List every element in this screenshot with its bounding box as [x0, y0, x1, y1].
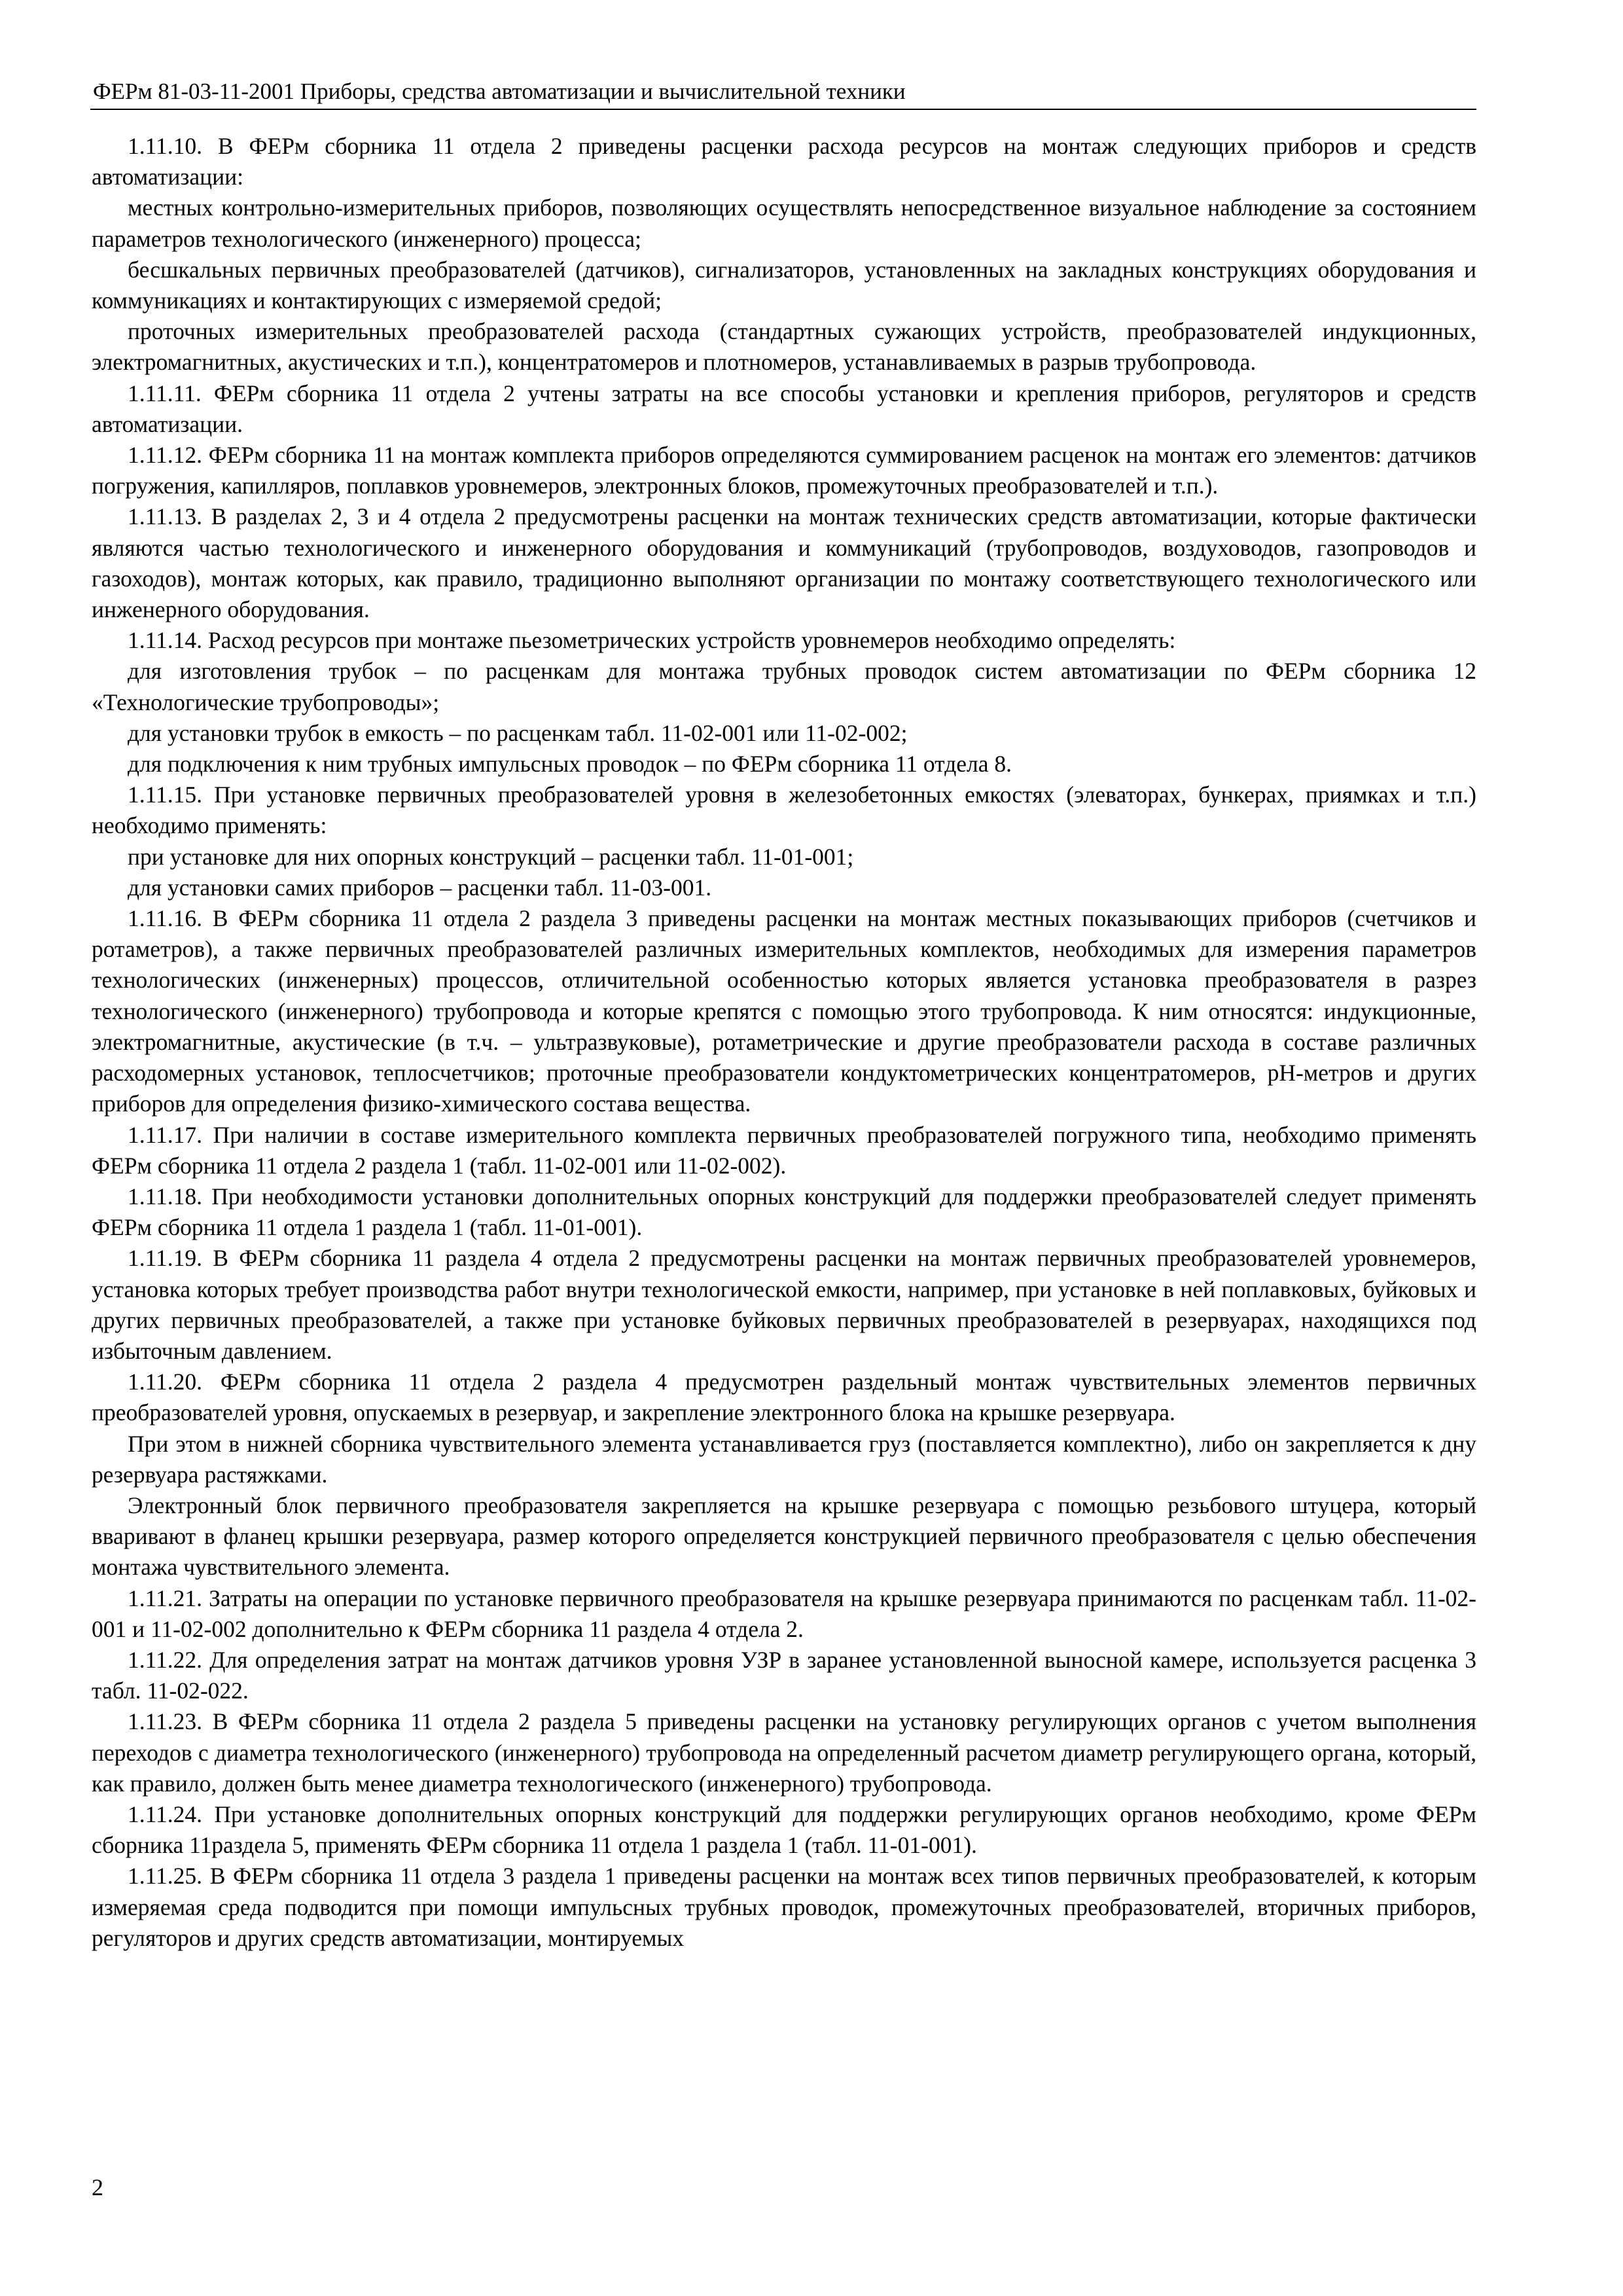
- paragraph: 1.11.10. В ФЕРм сборника 11 отдела 2 приведены расценки расхода ресурсов на монтаж следующих приборов и средств автоматизации:: [92, 133, 1476, 190]
- paragraph: 1.11.11. ФЕРм сборника 11 отдела 2 учтены затраты на все способы установки и крепления приборов, регуляторов и средств автоматизации.: [92, 380, 1476, 437]
- body-text: [92, 131, 1476, 1954]
- paragraph: проточных измерительных преобразователей расхода (стандартных сужающих устройств, преобразователей индукционных, электромагнитных, акустических и т.п.), концентратомеров и плотномеров, устанавливаемых в разрыв трубопровода.: [92, 318, 1476, 376]
- paragraph: При этом в нижней сборника чувствительного элемента устанавливается груз (поставляется комплектно), либо он закрепляется к дну резервуара растяжками.: [92, 1430, 1476, 1488]
- paragraph: 1.11.19. В ФЕРм сборника 11 раздела 4 отдела 2 предусмотрены расценки на монтаж первичных преобразователей уровнемеров, установка которых требует производства работ внутри технологической емкости, например, при установке в ней поплавковых, буйковых и других первичных преобразователей, а также при установке буйковых первичных преобразователей в резервуарах, находящихся под избыточным давлением.: [92, 1245, 1476, 1364]
- paragraph: местных контрольно-измерительных приборов, позволяющих осуществлять непосредственное визуальное наблюдение за состоянием параметров технологического (инженерного) процесса;: [92, 194, 1476, 252]
- paragraph: 1.11.20. ФЕРм сборника 11 отдела 2 раздела 4 предусмотрен раздельный монтаж чувствительных элементов первичных преобразователей уровня, опускаемых в резервуар, и закрепление электронного блока на крышке резервуара.: [92, 1369, 1476, 1426]
- paragraph: для подключения к ним трубных импульсных проводок – по ФЕРм сборника 11 отдела 8.: [128, 751, 1012, 778]
- paragraph: Электронный блок первичного преобразователя закрепляется на крышке резервуара с помощью резьбового штуцера, который вваривают в фланец крышки резервуара, размер которого определяется конструкцией первичного преобразователя с целью обеспечения монтажа чувствительного элемента.: [92, 1492, 1476, 1581]
- paragraph: 1.11.18. При необходимости установки дополнительных опорных конструкций для поддержки преобразователей следует применять ФЕРм сборника 11 отдела 1 раздела 1 (табл. 11-01-001).: [92, 1183, 1476, 1241]
- paragraph: 1.11.24. При установке дополнительных опорных конструкций для поддержки регулирующих органов необходимо, кроме ФЕРм сборника 11раздела 5, применять ФЕРм сборника 11 отдела 1 раздела 1 (табл. 11-01-001).: [92, 1801, 1476, 1859]
- paragraph: 1.11.14. Расход ресурсов при монтаже пьезометрических устройств уровнемеров необходимо определять:: [128, 627, 1176, 654]
- paragraph: бесшкальных первичных преобразователей (датчиков), сигнализаторов, установленных на закладных конструкциях оборудования и коммуникациях и контактирующих с измеряемой средой;: [92, 256, 1476, 314]
- paragraph: 1.11.12. ФЕРм сборника 11 на монтаж комплекта приборов определяются суммированием расценок на монтаж его элементов: датчиков погружения, капилляров, поплавков уровнемеров, электронных блоков, промежуточных преобразователей и т.п.).: [92, 442, 1476, 499]
- paragraph: 1.11.13. В разделах 2, 3 и 4 отдела 2 предусмотрены расценки на монтаж технических средств автоматизации, которые фактически являются частью технологического и инженерного оборудования и коммуникаций (трубопроводов, воздуховодов, газопроводов и газоходов), монтаж которых, как правило, традиционно выполняют организации по монтажу соответствующего технологического или инженерного оборудования.: [92, 503, 1476, 623]
- page-number: 2: [92, 2174, 103, 2200]
- paragraph: 1.11.25. В ФЕРм сборника 11 отдела 3 раздела 1 приведены расценки на монтаж всех типов первичных преобразователей, к которым измеряемая среда подводится при помощи импульсных трубных проводок, промежуточных преобразователей, вторичных приборов, регуляторов и других средств автоматизации, монтируемых: [92, 1863, 1476, 1951]
- paragraph: 1.11.23. В ФЕРм сборника 11 отдела 2 раздела 5 приведены расценки на установку регулирующих органов с учетом выполнения переходов с диаметра технологического (инженерного) трубопровода на определенный расчетом диаметр регулирующего органа, который, как правило, должен быть менее диаметра технологического (инженерного) трубопровода.: [92, 1708, 1476, 1797]
- header-rule: [90, 109, 1476, 110]
- paragraph: 1.11.15. При установке первичных преобразователей уровня в железобетонных емкостях (элеваторах, бункерах, приямках и т.п.) необходимо применять:: [92, 781, 1476, 839]
- paragraph: для изготовления трубок – по расценкам для монтажа трубных проводок систем автоматизации по ФЕРм сборника 12 «Технологические трубопроводы»;: [92, 658, 1476, 715]
- paragraph: 1.11.22. Для определения затрат на монтаж датчиков уровня УЗР в заранее установленной выносной камере, используется расценка 3 табл. 11-02-022.: [92, 1646, 1476, 1704]
- running-header: ФЕРм 81-03-11-2001 Приборы, средства автоматизации и вычислительной техники: [93, 79, 906, 104]
- paragraph: для установки трубок в емкость – по расценкам табл. 11-02-001 или 11-02-002;: [128, 719, 908, 746]
- paragraph: 1.11.21. Затраты на операции по установке первичного преобразователя на крышке резервуара принимаются по расценкам табл. 11-02-001 и 11-02-002 дополнительно к ФЕРм сборника 11 раздела 4 отдела 2.: [92, 1585, 1476, 1642]
- paragraph: для установки самих приборов – расценки табл. 11-03-001.: [128, 874, 712, 901]
- paragraph: при установке для них опорных конструкций – расценки табл. 11-01-001;: [128, 843, 854, 870]
- paragraph: 1.11.16. В ФЕРм сборника 11 отдела 2 раздела 3 приведены расценки на монтаж местных показывающих приборов (счетчиков и ротаметров), а также первичных преобразователей различных измерительных комплектов, необходимых для измерения параметров технологических (инженерных) процессов, отличительной особенностью которых является установка преобразователя в разрез технологического (инженерного) трубопровода и которые крепятся с помощью этого трубопровода. К ним относятся: индукционные, электромагнитные, акустические (в т.ч. – ультразвуковые), ротаметрические и другие преобразователи расхода в составе различных расходомерных установок, теплосчетчиков; проточные преобразователи кондуктометрических концентратомеров, pH-метров и других приборов для определения физико-химического состава вещества.: [92, 905, 1476, 1117]
- paragraph: 1.11.17. При наличии в составе измерительного комплекта первичных преобразователей погружного типа, необходимо применять ФЕРм сборника 11 отдела 2 раздела 1 (табл. 11-02-001 или 11-02-002).: [92, 1121, 1476, 1179]
